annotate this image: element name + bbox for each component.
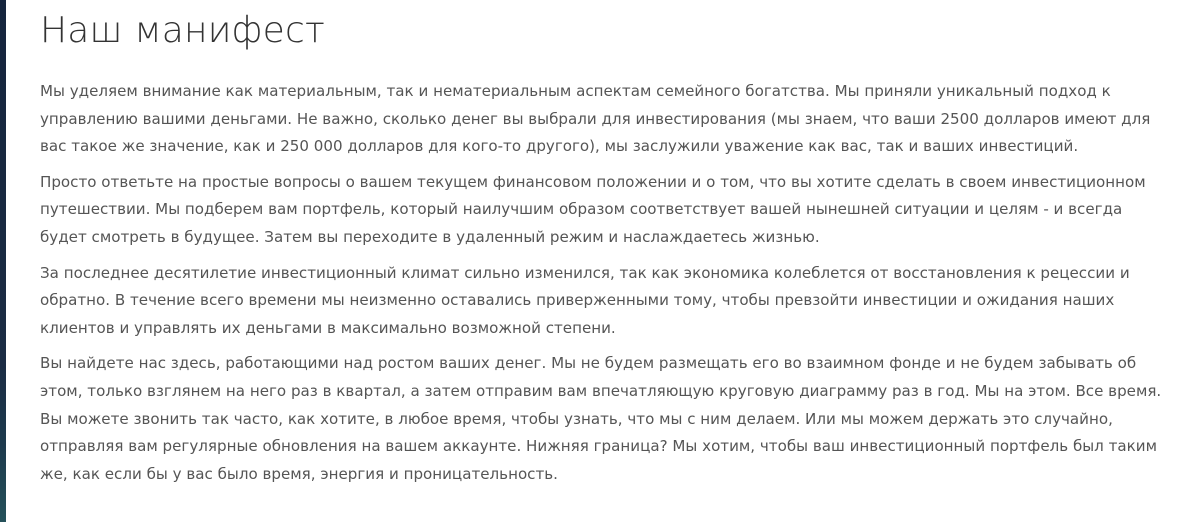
- page-title: Наш манифест: [40, 10, 325, 51]
- manifesto-paragraph-2: Просто ответьте на простые вопросы о вашем текущем финансовом положении и о том, что вы хотите сделать в своем инвестиционном путешествии. Мы подберем вам портфель, который наилучшим образом соответствует вашей нынешней ситуации и целям - и всегда будет смотреть в будущее. Затем вы переходите в удаленный режим и наслаждаетесь жизнью.: [40, 172, 1146, 246]
- manifesto-paragraph-1: Мы уделяем внимание как материальным, так и нематериальным аспектам семейного богатства. Мы приняли уникальный подход к управлению вашими деньгами. Не важно, сколько денег вы выбрали для инвестирования (мы знаем, что ваши 2500 долларов имеют для вас такое же значение, как и 250 000 долларов для кого-то другого), мы заслужили уважение как вас, так и ваших инвестиций.: [40, 82, 1151, 156]
- manifesto-paragraph-4: Вы найдете нас здесь, работающими над ростом ваших денег. Мы не будем размещать его во взаимном фонде и не будем забывать об этом, только взглянем на него раз в квартал, а затем отправим вам впечатляющую круговую диаграмму раз в год. Мы на этом. Все время. Вы можете звонить так часто, как хотите, в любое время, чтобы узнать, что мы с ним делаем. Или мы можем держать это случайно, отправляя вам регулярные обновления на вашем аккаунте. Нижняя граница? Мы хотим, чтобы ваш инвестиционный портфель был таким же, как если бы у вас было время, энергия и проницательность.: [40, 354, 1162, 483]
- manifesto-paragraph-3: За последнее десятилетие инвестиционный климат сильно изменился, так как экономика колеблется от восстановления к рецессии и обратно. В течение всего времени мы неизменно оставались приверженными тому, чтобы превзойти инвестиции и ожидания наших клиентов и управлять их деньгами в максимально возможной степени.: [40, 263, 1130, 337]
- left-edge-strip: [0, 0, 6, 522]
- manifesto-section: [40, 0, 1170, 496]
